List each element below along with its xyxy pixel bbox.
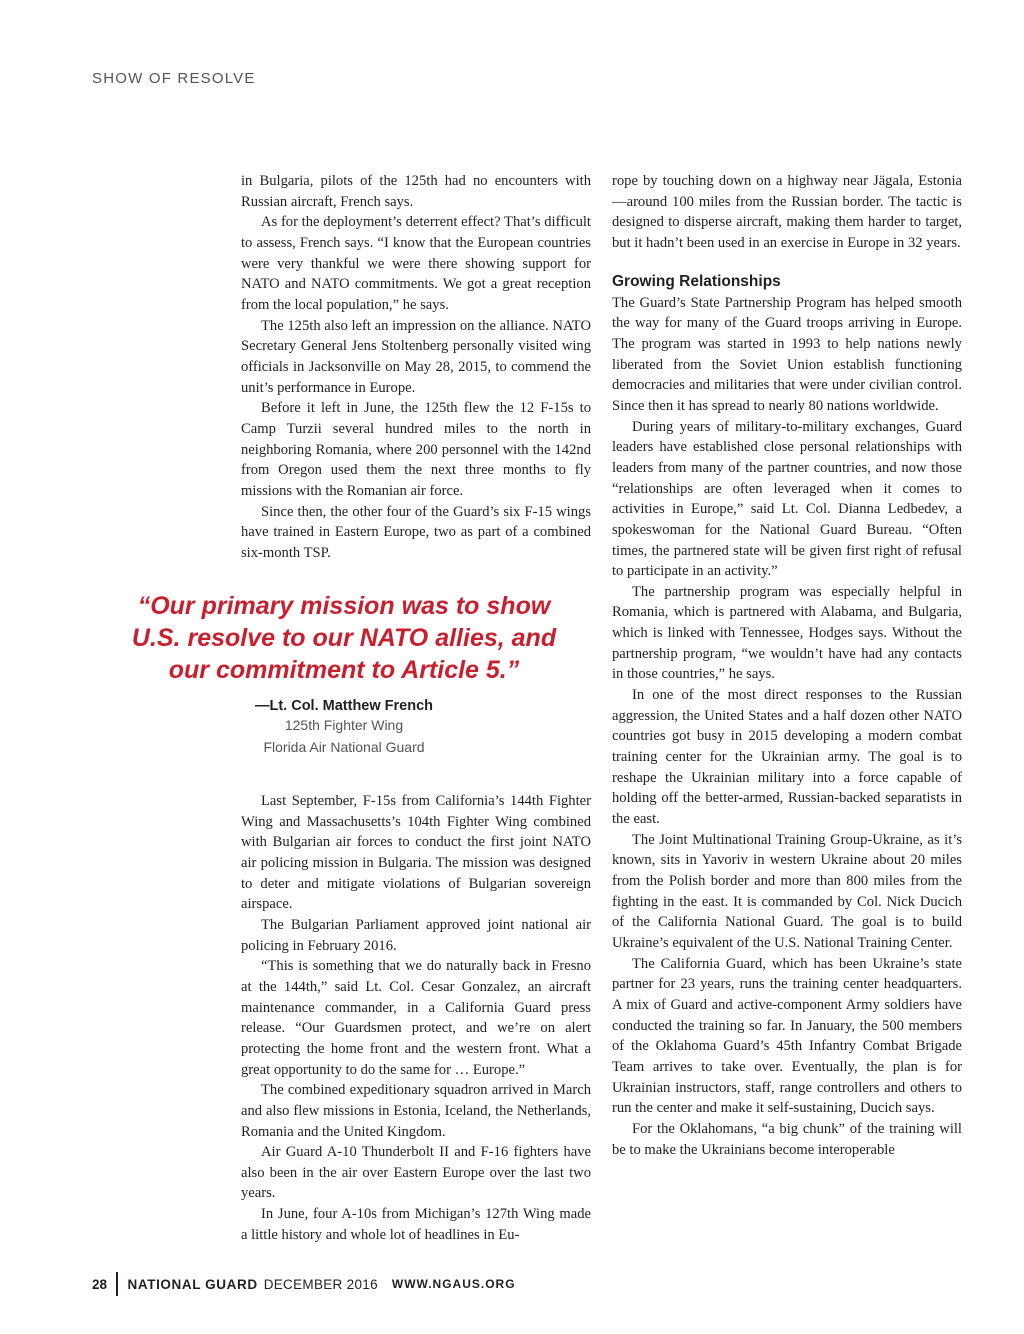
paragraph: Last September, F-15s from California’s 144th Fighter Wing and Massachusetts’s 104th Fighter Wing combined with Bulgarian air forces to conduct the first joint NATO air policing mission in Bulgaria. The mission was designed to deter and mitigate violations of Bulgarian sovereign airspace.: [241, 793, 591, 913]
article-column-left-top: [241, 171, 591, 563]
paragraph: in Bulgaria, pilots of the 125th had no encounters with Russian aircraft, French says.: [241, 173, 591, 210]
pull-quote-unit: 125th Fighter Wing: [284, 717, 404, 733]
paragraph: Before it left in June, the 125th flew the 12 F-15s to Camp Turzii several hundred miles to the north in neighboring Romania, where 200 personnel with the 142nd from Oregon used them the next three months to fly missions with the Romanian air force.: [241, 400, 591, 499]
paragraph: In June, four A-10s from Michigan’s 127th Wing made a little history and whole lot of headlines in Eu-: [241, 1206, 591, 1243]
article-column-left-bottom: [241, 791, 591, 1245]
pull-quote-text: “Our primary mission was to show U.S. resolve to our NATO allies, and our commitment to Article 5.”: [131, 592, 557, 684]
page-footer: [92, 1272, 516, 1296]
paragraph: Since then, the other four of the Guard’s six F-15 wings have trained in Eastern Europe, two as part of a combined six-month TSP.: [241, 503, 591, 561]
pull-quote: [118, 590, 570, 758]
paragraph: For the Oklahomans, “a big chunk” of the training will be to make the Ukrainians become interoperable: [612, 1120, 962, 1158]
paragraph: During years of military-to-military exchanges, Guard leaders have established close personal relationships with leaders from many of the partner countries, and now those “relationships are often leveraged when it comes to activities in Europe,” said Lt. Col. Dianna Ledbedev, a spokeswoman for the National Guard Bureau. “Often times, the partnered state will be given first right of refusal to participate in an activity.”: [612, 418, 962, 580]
running-head: SHOW OF RESOLVE: [92, 70, 256, 87]
pull-quote-attribution: —Lt. Col. Matthew French: [254, 698, 434, 714]
paragraph: The 125th also left an impression on the alliance. NATO Secretary General Jens Stoltenberg personally visited wing officials in Jacksonville on May 28, 2015, to commend the unit’s performance in Europe.: [241, 317, 591, 396]
paragraph: The California Guard, which has been Ukraine’s state partner for 23 years, runs the training center headquarters. A mix of Guard and active-component Army soldiers have conducted the training so far. In January, the 500 members of the Oklahoma Guard’s 45th Infantry Combat Brigade Team arrives to take over. Eventually, the plan is for Ukrainian instructors, staff, range controllers and others to run the center and make it self-sustaining, Ducich says.: [612, 955, 962, 1117]
paragraph: As for the deployment’s deterrent effect? That’s difficult to assess, French says. “I know that the European countries were very thankful we were there showing support for NATO and NATO commitments. We got a great reception from the local population,” he says.: [241, 214, 591, 313]
paragraph: The partnership program was especially helpful in Romania, which is partnered with Alabama, and Bulgaria, which is linked with Tennessee, Hodges says. Without the partnership program, “we wouldn’t have had any contacts in those countries,” he says.: [612, 583, 962, 683]
footer-divider: [116, 1272, 118, 1296]
paragraph: In one of the most direct responses to the Russian aggression, the United States and a half dozen other NATO countries got busy in 2015 developing a modern combat training center for the Ukrainian army. The goal is to reshape the Ukrainian military into a force capable of holding off the better-armed, Russian-backed separatists in the east.: [612, 687, 962, 828]
pull-quote-org: Florida Air National Guard: [263, 739, 425, 755]
paragraph: The combined expeditionary squadron arrived in March and also flew missions in Estonia, Iceland, the Netherlands, Romania and the United Kingdom.: [241, 1082, 591, 1140]
paragraph: “This is something that we do naturally back in Fresno at the 144th,” said Lt. Col. Cesar Gonzalez, an aircraft maintenance commander, in a California Guard press release. “Our Guardsmen protect, and we’re on alert protecting the home front and the western front. What a great opportunity to do the same for … Europe.”: [241, 958, 591, 1078]
section-subhead: Growing Relationships: [612, 272, 781, 290]
paragraph: The Bulgarian Parliament approved joint national air policing in February 2016.: [241, 916, 591, 954]
article-column-right: [612, 171, 962, 1160]
page-number: 28: [92, 1276, 108, 1292]
paragraph: The Joint Multinational Training Group-Ukraine, as it’s known, sits in Yavoriv in western Ukraine about 20 miles from the Polish border and more than 800 miles from the fighting in the east. It is commanded by Col. Nick Ducich of the California National Guard. The goal is to build Ukraine’s equivalent of the U.S. National Training Center.: [612, 831, 962, 951]
paragraph: rope by touching down on a highway near Jägala, Estonia—around 100 miles from the Russian border. The tactic is designed to disperse aircraft, making them harder to target, but it hadn’t been used in an exercise in Europe in 32 years.: [612, 173, 962, 251]
publication-name: NATIONAL GUARD: [127, 1276, 258, 1292]
paragraph: The Guard’s State Partnership Program has helped smooth the way for many of the Guard troops arriving in Europe. The program was started in 1993 to help nations newly liberated from the Soviet Union establish functioning democracies and militaries that were under civilian control. Since then it has spread to nearly 80 nations worldwide.: [612, 294, 962, 414]
issue-date: DECEMBER 2016: [263, 1276, 378, 1292]
paragraph: Air Guard A-10 Thunderbolt II and F-16 fighters have also been in the air over Eastern Europe over the last two years.: [241, 1144, 591, 1202]
website-url[interactable]: WWW.NGAUS.ORG: [391, 1277, 516, 1291]
